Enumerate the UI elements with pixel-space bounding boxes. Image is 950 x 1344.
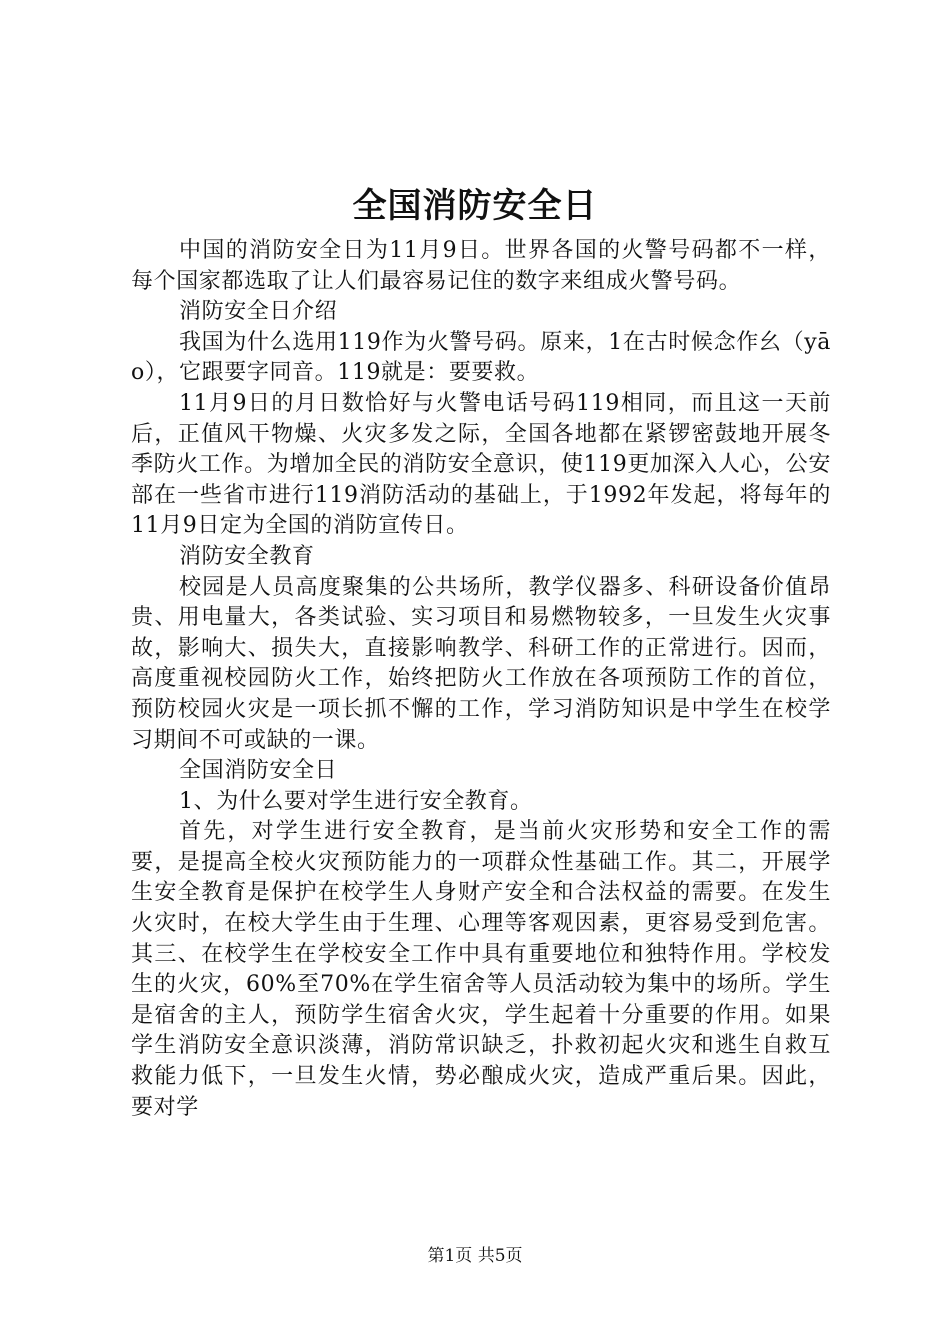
paragraph: 校园是人员高度聚集的公共场所，教学仪器多、科研设备价值昂贵、用电量大，各类试验、实习项目和易燃物较多，一旦发生火灾事故，影响大、损失大，直接影响教学、科研工作的正常进行。因而，高度重视校园防火工作，始终把防火工作放在各项预防工作的首位，预防校园火灾是一项长抓不懈的工作，学习消防知识是中学生在校学习期间不可或缺的一课。 [131,574,831,753]
numbered-heading: 1、为什么要对学生进行安全教育。 [179,788,533,814]
paragraph: 11月9日的月日数恰好与火警电话号码119相同，而且这一天前后，正值风干物燥、火灾多发之际，全国各地都在紧锣密鼓地开展冬季防火工作。为增加全民的消防安全意识，使119更加深入人心，公安部在一些省市进行119消防活动的基础上，于1992年发起，将每年的11月9日定为全国的消防宣传日。 [131,390,831,539]
paragraph-intro: 中国的消防安全日为11月9日。世界各国的火警号码都不一样，每个国家都选取了让人们最容易记住的数字来组成火警号码。 [131,238,831,294]
paragraph: 首先，对学生进行安全教育，是当前火灾形势和安全工作的需要，是提高全校火灾预防能力的一项群众性基础工作。其二，开展学生安全教育是保护在校学生人身财产安全和合法权益的需要。在发生火灾时，在校大学生由于生理、心理等客观因素，更容易受到危害。其三、在校学生在学校安全工作中具有重要地位和独特作用。学校发生的火灾，60%至70%在学生宿舍等人员活动较为集中的场所。学生是宿舍的主人，预防学生宿舍火灾，学生起着十分重要的作用。如果学生消防安全意识淡薄，消防常识缺乏，扑救初起火灾和逃生自救互救能力低下，一旦发生火情，势必酿成火灾，造成严重后果。因此，要对学 [131,819,831,1120]
section-heading: 消防安全日介绍 [179,299,338,325]
paragraph: 我国为什么选用119作为火警号码。原来，1在古时候念作幺（yāo），它跟要字同音。119就是：要要救。 [131,329,831,386]
section-heading: 全国消防安全日 [179,758,338,784]
page-number-footer: 第1页 共5页 [427,1246,523,1266]
section-heading: 消防安全教育 [179,543,315,569]
document-body [131,236,831,1123]
document-title: 全国消防安全日 [352,186,598,226]
